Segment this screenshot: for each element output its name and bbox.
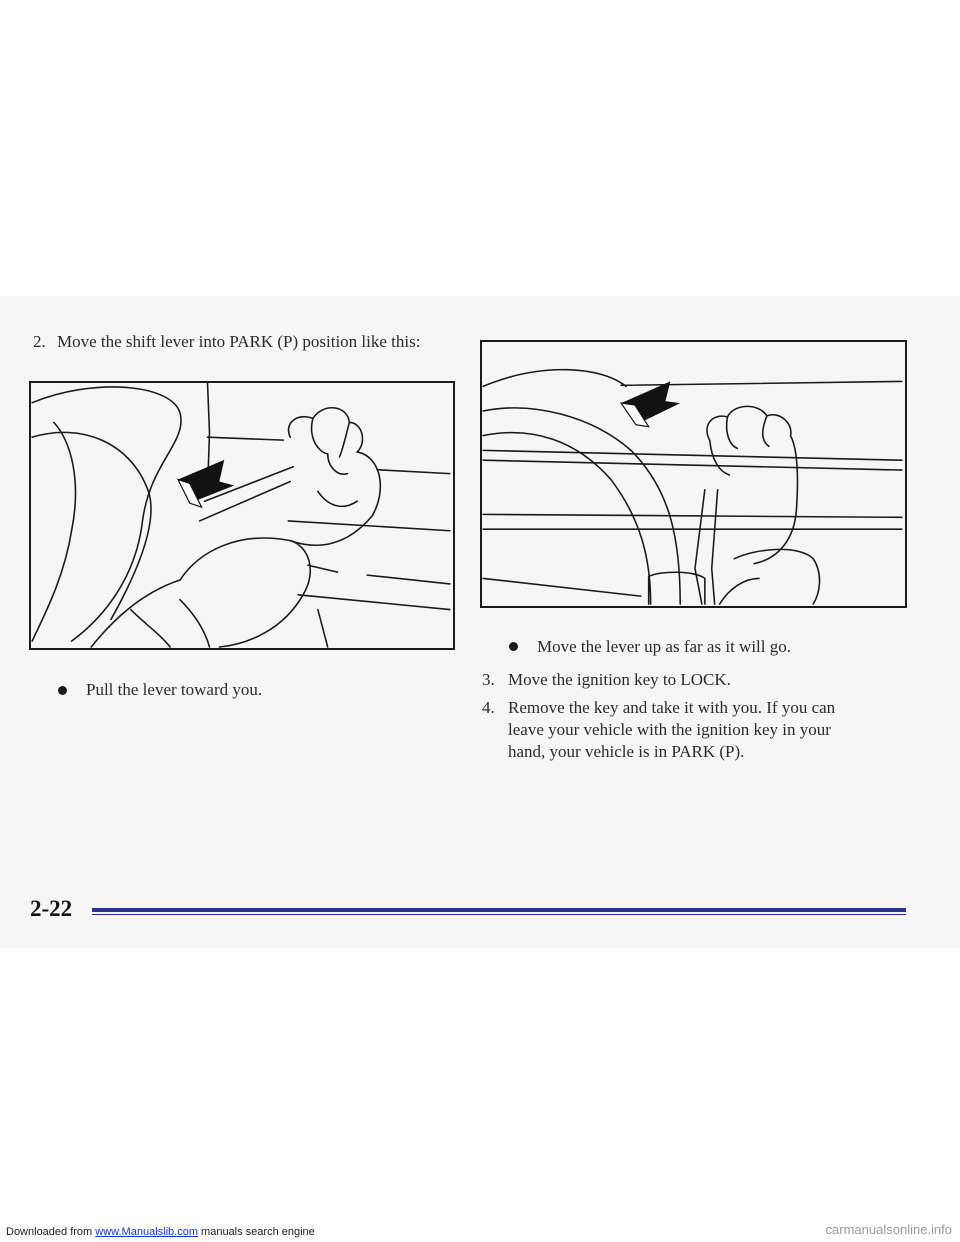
watermark: carmanualsonline.info	[825, 1222, 952, 1237]
bullet-move-lever-up: Move the lever up as far as it will go.	[537, 637, 791, 656]
step-3-number: 3.	[482, 670, 495, 689]
shift-lever-pull-illustration	[29, 381, 455, 650]
step-4-line-3: hand, your vehicle is in PARK (P).	[508, 742, 745, 761]
shift-lever-up-icon	[482, 342, 905, 606]
bullet-pull-lever: Pull the lever toward you.	[86, 680, 263, 699]
step-3-text: Move the ignition key to LOCK.	[508, 670, 731, 689]
step-2-number: 2.	[33, 332, 46, 351]
bullet-icon	[58, 686, 67, 695]
footer-prefix: Downloaded from	[6, 1226, 96, 1238]
shift-lever-up-illustration	[480, 340, 907, 608]
footer-rule-thin	[92, 914, 906, 915]
bullet-icon	[509, 642, 518, 651]
download-footer	[6, 1226, 315, 1238]
step-4-line-1: Remove the key and take it with you. If you can	[508, 698, 836, 717]
arrow-icon	[621, 381, 680, 426]
step-4-line-2: leave your vehicle with the ignition key in your	[508, 720, 831, 739]
step-4-number: 4.	[482, 698, 495, 717]
step-2-text: Move the shift lever into PARK (P) position like this:	[57, 332, 421, 351]
footer-rule	[92, 908, 906, 912]
footer-suffix: manuals search engine	[197, 1226, 315, 1238]
manualslib-link[interactable]: www.Manualslib.com	[95, 1226, 198, 1238]
shift-lever-pull-icon	[31, 383, 453, 648]
page-number: 2-22	[30, 896, 73, 921]
